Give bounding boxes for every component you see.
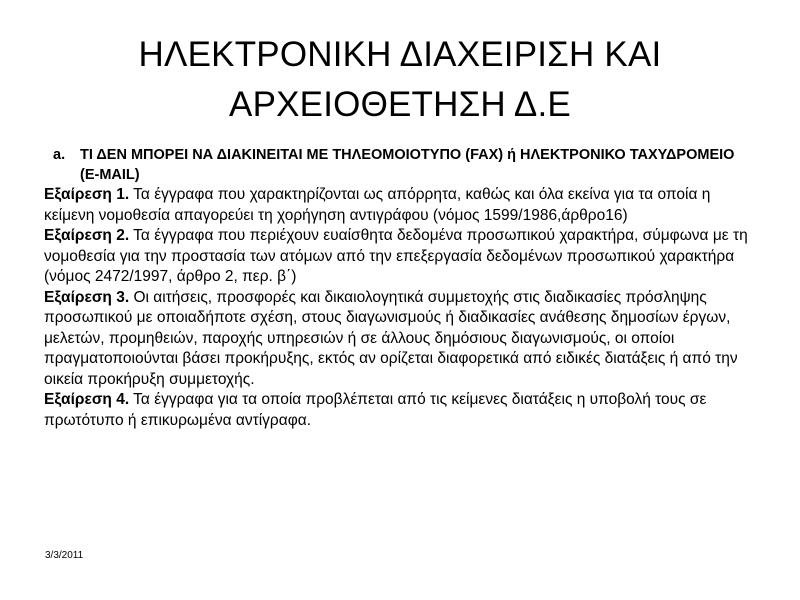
exception-2-label: Εξαίρεση 2.	[44, 227, 130, 244]
slide-title-line-2: ΑΡΧΕΙΟΘΕΤΗΣΗ Δ.Ε	[229, 85, 571, 124]
list-item	[44, 145, 756, 185]
slide-body	[44, 145, 756, 431]
exception-4-label: Εξαίρεση 4.	[44, 391, 130, 408]
list-marker: a.	[53, 147, 66, 163]
exception-3-label: Εξαίρεση 3.	[44, 288, 130, 306]
slide-title-line-1: ΗΛΕΚΤΡΟΝΙΚΗ ΔΙΑΧΕΙΡΙΣΗ ΚΑΙ	[138, 35, 662, 74]
exception-4	[44, 390, 756, 431]
exception-2-text: Τα έγγραφα που περιέχουν ευαίσθητα δεδομένα προσωπικού χαρακτήρα, σύμφωνα με τη νομοθεσία για την προστασία των ατόμων από την επεξεργασία δεδομένων προσωπικού χαρακτήρα (νόμος 2472/1997, άρθρο 2, περ. β΄)	[44, 227, 748, 285]
slide-date: 3/3/2011	[45, 550, 84, 561]
exception-3	[44, 288, 756, 391]
list-item-text: ΤΙ ΔΕΝ ΜΠΟΡΕΙ ΝΑ ΔΙΑΚΙΝΕΙΤΑΙ ΜΕ ΤΗΛΕΟΜΟΙΟΤΥΠΟ (FAX) ή ΗΛΕΚΤΡΟΝΙΚΟ ΤΑΧΥΔΡΟΜΕΙΟ (E-MAIL)	[80, 147, 735, 183]
exception-4-text: Τα έγγραφα για τα οποία προβλέπεται από τις κείμενες διατάξεις η υποβολή τους σε πρωτότυπο ή επικυρωμένα αντίγραφα.	[44, 391, 707, 429]
exception-1-text: Τα έγγραφα που χαρακτηρίζονται ως απόρρητα, καθώς και όλα εκείνα για τα οποία η κείμενη νομοθεσία απαγορεύει τη χορήγηση αντιγράφου (νόμος 1599/1986,άρθρο16)	[44, 186, 711, 224]
exception-1-label: Εξαίρεση 1.	[44, 186, 130, 203]
exception-2	[44, 226, 756, 288]
exception-1	[44, 185, 756, 226]
slide-title	[0, 30, 800, 130]
exception-3-text: Οι αιτήσεις, προσφορές και δικαιολογητικά συμμετοχής στις διαδικασίες πρόσληψης προσωπικού με οποιαδήποτε σχέση, στους διαγωνισμούς ή διαδικασίες ανάθεσης δημοσίων έργων, μελετών, προμηθειών, παροχής υπηρεσιών ή σε άλλους δημόσιους διαγωνισμούς, οι οποίοι πραγματοποιούνται βάσει προκήρυξης, εκτός αν ορίζεται διαφορετικά από ειδικές διατάξεις ή από την οικεία προκήρυξη συμμετοχής.	[44, 288, 738, 388]
